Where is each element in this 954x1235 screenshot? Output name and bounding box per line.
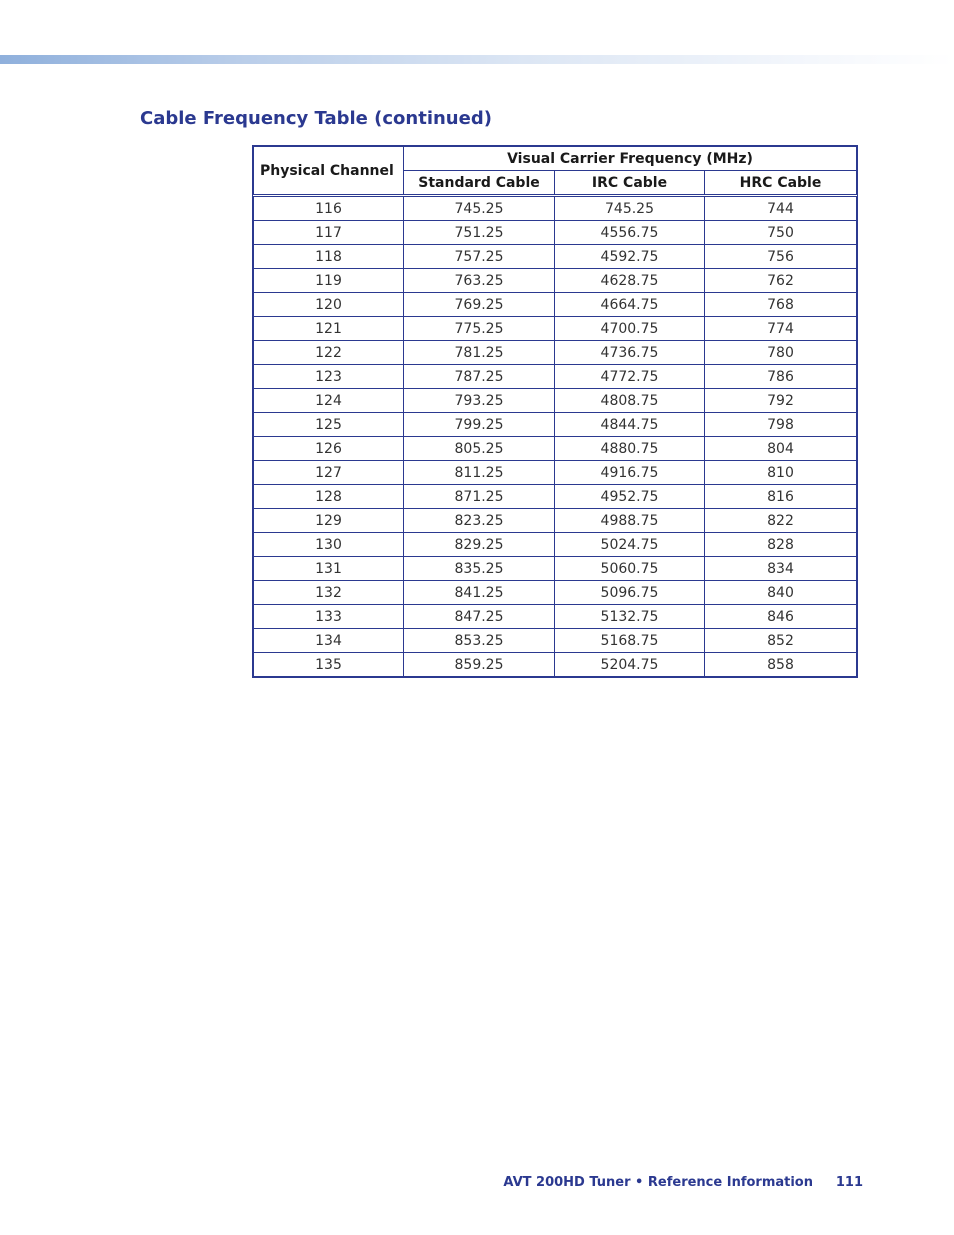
irc-cable-cell: 4628.75 bbox=[555, 269, 705, 293]
irc-cable-cell: 4844.75 bbox=[555, 413, 705, 437]
channel-cell: 121 bbox=[254, 317, 404, 341]
hrc-cable-cell: 744 bbox=[705, 196, 857, 221]
irc-cable-cell: 5024.75 bbox=[555, 533, 705, 557]
irc-cable-cell: 4736.75 bbox=[555, 341, 705, 365]
channel-cell: 126 bbox=[254, 437, 404, 461]
table-header bbox=[254, 147, 857, 196]
visual-carrier-frequency-header: Visual Carrier Frequency (MHz) bbox=[404, 147, 857, 171]
channel-cell: 120 bbox=[254, 293, 404, 317]
channel-cell: 135 bbox=[254, 653, 404, 677]
channel-cell: 117 bbox=[254, 221, 404, 245]
standard-cable-cell: 835.25 bbox=[404, 557, 555, 581]
table-row bbox=[254, 533, 857, 557]
table-row bbox=[254, 581, 857, 605]
standard-cable-cell: 829.25 bbox=[404, 533, 555, 557]
standard-cable-header: Standard Cable bbox=[404, 171, 555, 196]
irc-cable-cell: 4988.75 bbox=[555, 509, 705, 533]
table-row bbox=[254, 461, 857, 485]
table-row bbox=[254, 341, 857, 365]
table-row bbox=[254, 365, 857, 389]
standard-cable-cell: 751.25 bbox=[404, 221, 555, 245]
standard-cable-cell: 781.25 bbox=[404, 341, 555, 365]
standard-cable-cell: 769.25 bbox=[404, 293, 555, 317]
channel-cell: 131 bbox=[254, 557, 404, 581]
hrc-cable-cell: 804 bbox=[705, 437, 857, 461]
irc-cable-cell: 5168.75 bbox=[555, 629, 705, 653]
channel-cell: 132 bbox=[254, 581, 404, 605]
channel-cell: 125 bbox=[254, 413, 404, 437]
table-body bbox=[254, 196, 857, 677]
hrc-cable-cell: 750 bbox=[705, 221, 857, 245]
channel-cell: 129 bbox=[254, 509, 404, 533]
hrc-cable-cell: 810 bbox=[705, 461, 857, 485]
table-row bbox=[254, 509, 857, 533]
standard-cable-cell: 871.25 bbox=[404, 485, 555, 509]
irc-cable-cell: 745.25 bbox=[555, 196, 705, 221]
standard-cable-cell: 805.25 bbox=[404, 437, 555, 461]
standard-cable-cell: 793.25 bbox=[404, 389, 555, 413]
header-row-group bbox=[254, 147, 857, 171]
section-title: Cable Frequency Table (continued) bbox=[140, 108, 492, 129]
hrc-cable-cell: 774 bbox=[705, 317, 857, 341]
standard-cable-cell: 823.25 bbox=[404, 509, 555, 533]
table-row bbox=[254, 413, 857, 437]
irc-cable-cell: 4556.75 bbox=[555, 221, 705, 245]
table-row bbox=[254, 293, 857, 317]
table-row bbox=[254, 269, 857, 293]
channel-cell: 119 bbox=[254, 269, 404, 293]
standard-cable-cell: 811.25 bbox=[404, 461, 555, 485]
standard-cable-cell: 859.25 bbox=[404, 653, 555, 677]
standard-cable-cell: 847.25 bbox=[404, 605, 555, 629]
hrc-cable-cell: 756 bbox=[705, 245, 857, 269]
hrc-cable-cell: 852 bbox=[705, 629, 857, 653]
channel-cell: 116 bbox=[254, 196, 404, 221]
standard-cable-cell: 853.25 bbox=[404, 629, 555, 653]
standard-cable-cell: 787.25 bbox=[404, 365, 555, 389]
channel-cell: 127 bbox=[254, 461, 404, 485]
standard-cable-cell: 799.25 bbox=[404, 413, 555, 437]
irc-cable-cell: 5096.75 bbox=[555, 581, 705, 605]
table-row bbox=[254, 629, 857, 653]
hrc-cable-cell: 780 bbox=[705, 341, 857, 365]
standard-cable-cell: 841.25 bbox=[404, 581, 555, 605]
table-row bbox=[254, 605, 857, 629]
table-row bbox=[254, 557, 857, 581]
hrc-cable-cell: 768 bbox=[705, 293, 857, 317]
irc-cable-cell: 5060.75 bbox=[555, 557, 705, 581]
hrc-cable-header: HRC Cable bbox=[705, 171, 857, 196]
hrc-cable-cell: 816 bbox=[705, 485, 857, 509]
irc-cable-cell: 4880.75 bbox=[555, 437, 705, 461]
irc-cable-cell: 4808.75 bbox=[555, 389, 705, 413]
channel-cell: 124 bbox=[254, 389, 404, 413]
table-row bbox=[254, 196, 857, 221]
standard-cable-cell: 745.25 bbox=[404, 196, 555, 221]
hrc-cable-cell: 792 bbox=[705, 389, 857, 413]
channel-cell: 122 bbox=[254, 341, 404, 365]
irc-cable-cell: 4916.75 bbox=[555, 461, 705, 485]
standard-cable-cell: 775.25 bbox=[404, 317, 555, 341]
table-row bbox=[254, 221, 857, 245]
table-row bbox=[254, 245, 857, 269]
hrc-cable-cell: 834 bbox=[705, 557, 857, 581]
hrc-cable-cell: 828 bbox=[705, 533, 857, 557]
hrc-cable-cell: 798 bbox=[705, 413, 857, 437]
header-color-band bbox=[0, 55, 954, 64]
channel-cell: 128 bbox=[254, 485, 404, 509]
irc-cable-cell: 4592.75 bbox=[555, 245, 705, 269]
irc-cable-cell: 5204.75 bbox=[555, 653, 705, 677]
page-footer bbox=[0, 1175, 954, 1193]
footer-text: AVT 200HD Tuner • Reference Information bbox=[503, 1175, 813, 1190]
page-number: 111 bbox=[835, 1175, 863, 1190]
irc-cable-cell: 4772.75 bbox=[555, 365, 705, 389]
hrc-cable-cell: 822 bbox=[705, 509, 857, 533]
irc-cable-header: IRC Cable bbox=[555, 171, 705, 196]
hrc-cable-cell: 840 bbox=[705, 581, 857, 605]
irc-cable-cell: 4700.75 bbox=[555, 317, 705, 341]
channel-cell: 133 bbox=[254, 605, 404, 629]
channel-cell: 134 bbox=[254, 629, 404, 653]
channel-cell: 123 bbox=[254, 365, 404, 389]
cable-frequency-table bbox=[253, 146, 857, 677]
table-row bbox=[254, 485, 857, 509]
irc-cable-cell: 4952.75 bbox=[555, 485, 705, 509]
hrc-cable-cell: 762 bbox=[705, 269, 857, 293]
table-row bbox=[254, 317, 857, 341]
hrc-cable-cell: 858 bbox=[705, 653, 857, 677]
hrc-cable-cell: 846 bbox=[705, 605, 857, 629]
irc-cable-cell: 5132.75 bbox=[555, 605, 705, 629]
hrc-cable-cell: 786 bbox=[705, 365, 857, 389]
table-row bbox=[254, 437, 857, 461]
standard-cable-cell: 763.25 bbox=[404, 269, 555, 293]
table-row bbox=[254, 389, 857, 413]
standard-cable-cell: 757.25 bbox=[404, 245, 555, 269]
table-row bbox=[254, 653, 857, 677]
channel-cell: 118 bbox=[254, 245, 404, 269]
channel-cell: 130 bbox=[254, 533, 404, 557]
physical-channel-header: Physical Channel bbox=[254, 147, 404, 196]
irc-cable-cell: 4664.75 bbox=[555, 293, 705, 317]
